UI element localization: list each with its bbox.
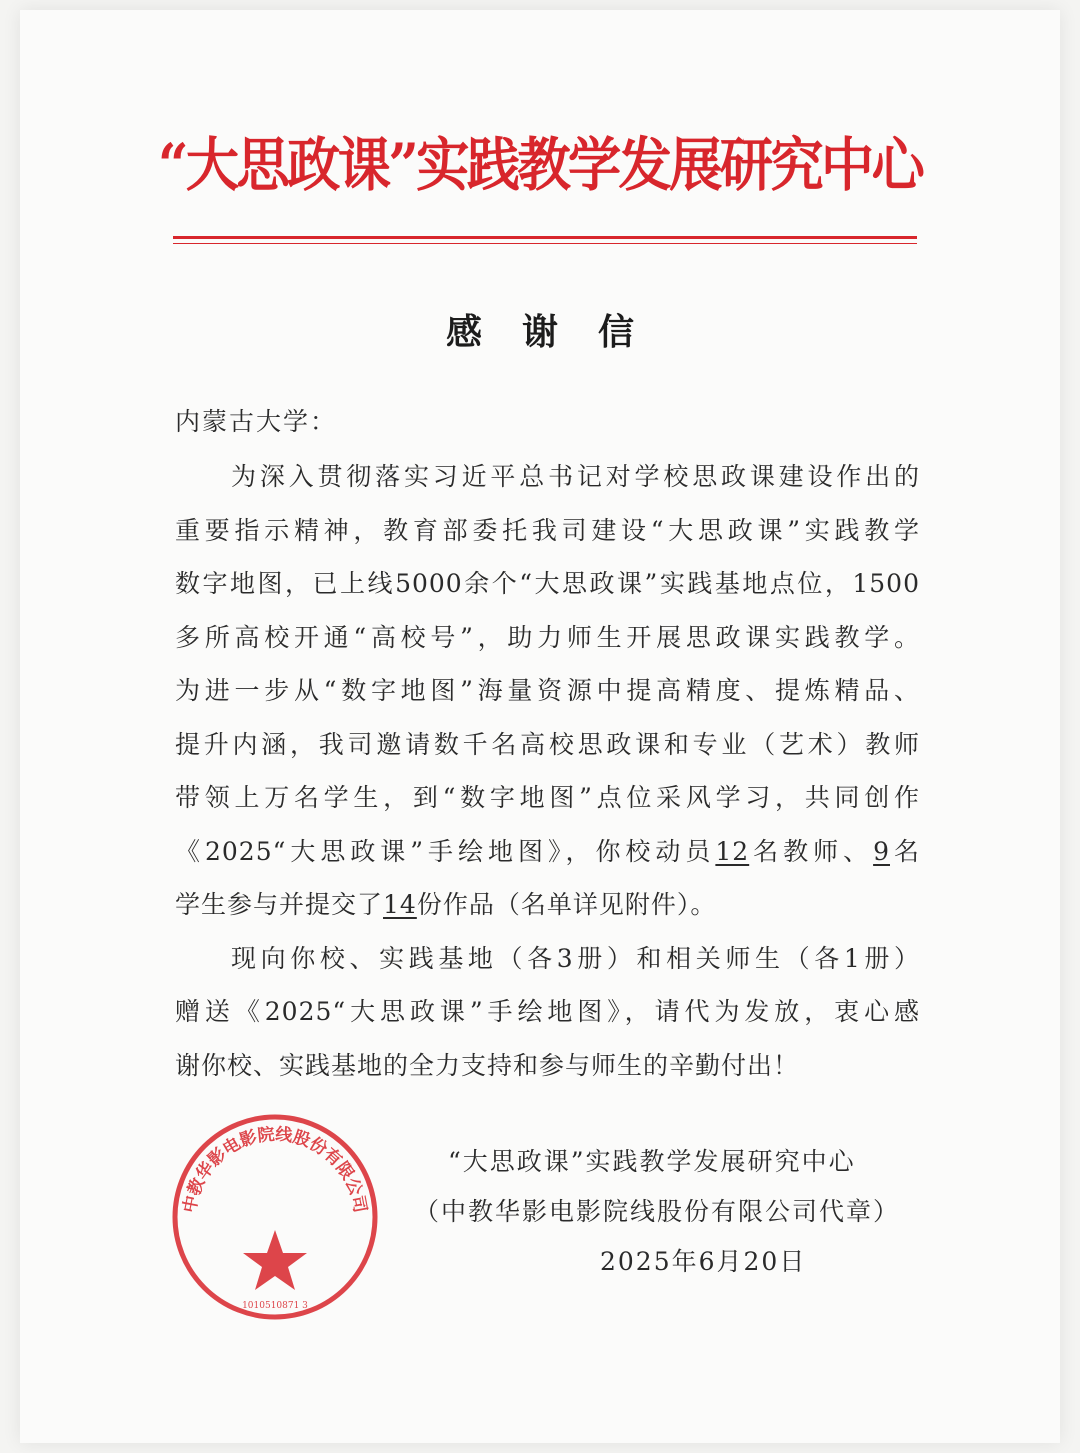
letterhead-title: “大思政课”实践教学发展研究中心	[157, 131, 923, 199]
text-segment: 名教师、	[749, 836, 874, 866]
text-segment: 现向你校、实践基地（各3册）和相关师生（各1册）	[231, 943, 920, 973]
signature-date: 2025年6月20日	[600, 1247, 807, 1276]
text-segment: 赠送《2025“大思政课”手绘地图》，请代为发放，衷心感	[175, 997, 920, 1026]
underlined-number: 12	[715, 836, 750, 866]
body-line	[175, 1039, 920, 1093]
seal-number: 1010510871 3	[242, 1301, 308, 1311]
letter-body	[175, 450, 920, 1092]
body-line	[175, 825, 920, 879]
text-segment: 《2025“大思政课”手绘地图》，你校动员	[175, 836, 716, 866]
body-line	[175, 557, 920, 611]
text-segment: 数字地图，已上线5000余个“大思政课”实践基地点位，1500	[175, 569, 920, 598]
seal-ring	[175, 1117, 375, 1317]
underlined-number: 14	[383, 890, 417, 919]
letterhead-rule-thick	[173, 236, 917, 239]
underlined-number: 9	[873, 836, 890, 866]
text-segment: 名	[890, 836, 920, 866]
signature-org: “大思政课”实践教学发展研究中心	[448, 1147, 856, 1176]
body-line	[175, 932, 920, 986]
signature-proxy: （中教华影电影院线股份有限公司代章）	[414, 1197, 901, 1226]
official-seal	[170, 1112, 380, 1322]
text-segment: 多所高校开通“高校号”，助力师生开展思政课实践教学。	[175, 622, 920, 652]
body-line	[175, 878, 920, 932]
seal-star-icon	[243, 1230, 307, 1290]
text-segment: 为深入贯彻落实习近平总书记对学校思政课建设作出的	[231, 462, 920, 491]
body-line	[175, 504, 920, 558]
body-line	[175, 450, 920, 504]
body-line	[175, 718, 920, 772]
body-line	[175, 611, 920, 665]
seal-text: 中教华影电影院线股份有限公司	[180, 1124, 370, 1215]
text-segment: 为进一步从“数字地图”海量资源中提高精度、提炼精品、	[175, 676, 920, 705]
letterhead-rule-thin	[173, 243, 917, 244]
letter-heading: 感谢信	[445, 311, 674, 353]
text-segment: 份作品（名单详见附件）。	[416, 890, 717, 919]
body-line	[175, 771, 920, 825]
text-segment: 带领上万名学生，到“数字地图”点位采风学习，共同创作	[175, 783, 920, 812]
body-line	[175, 985, 920, 1039]
salutation: 内蒙古大学：	[175, 407, 338, 436]
body-line	[175, 664, 920, 718]
text-segment: 提升内涵，我司邀请数千名高校思政课和专业（艺术）教师	[175, 729, 920, 759]
text-segment: 重要指示精神，教育部委托我司建设“大思政课”实践教学	[175, 515, 920, 545]
text-segment: 学生参与并提交了	[175, 890, 384, 919]
text-segment: 谢你校、实践基地的全力支持和参与师生的辛勤付出！	[175, 1050, 800, 1080]
